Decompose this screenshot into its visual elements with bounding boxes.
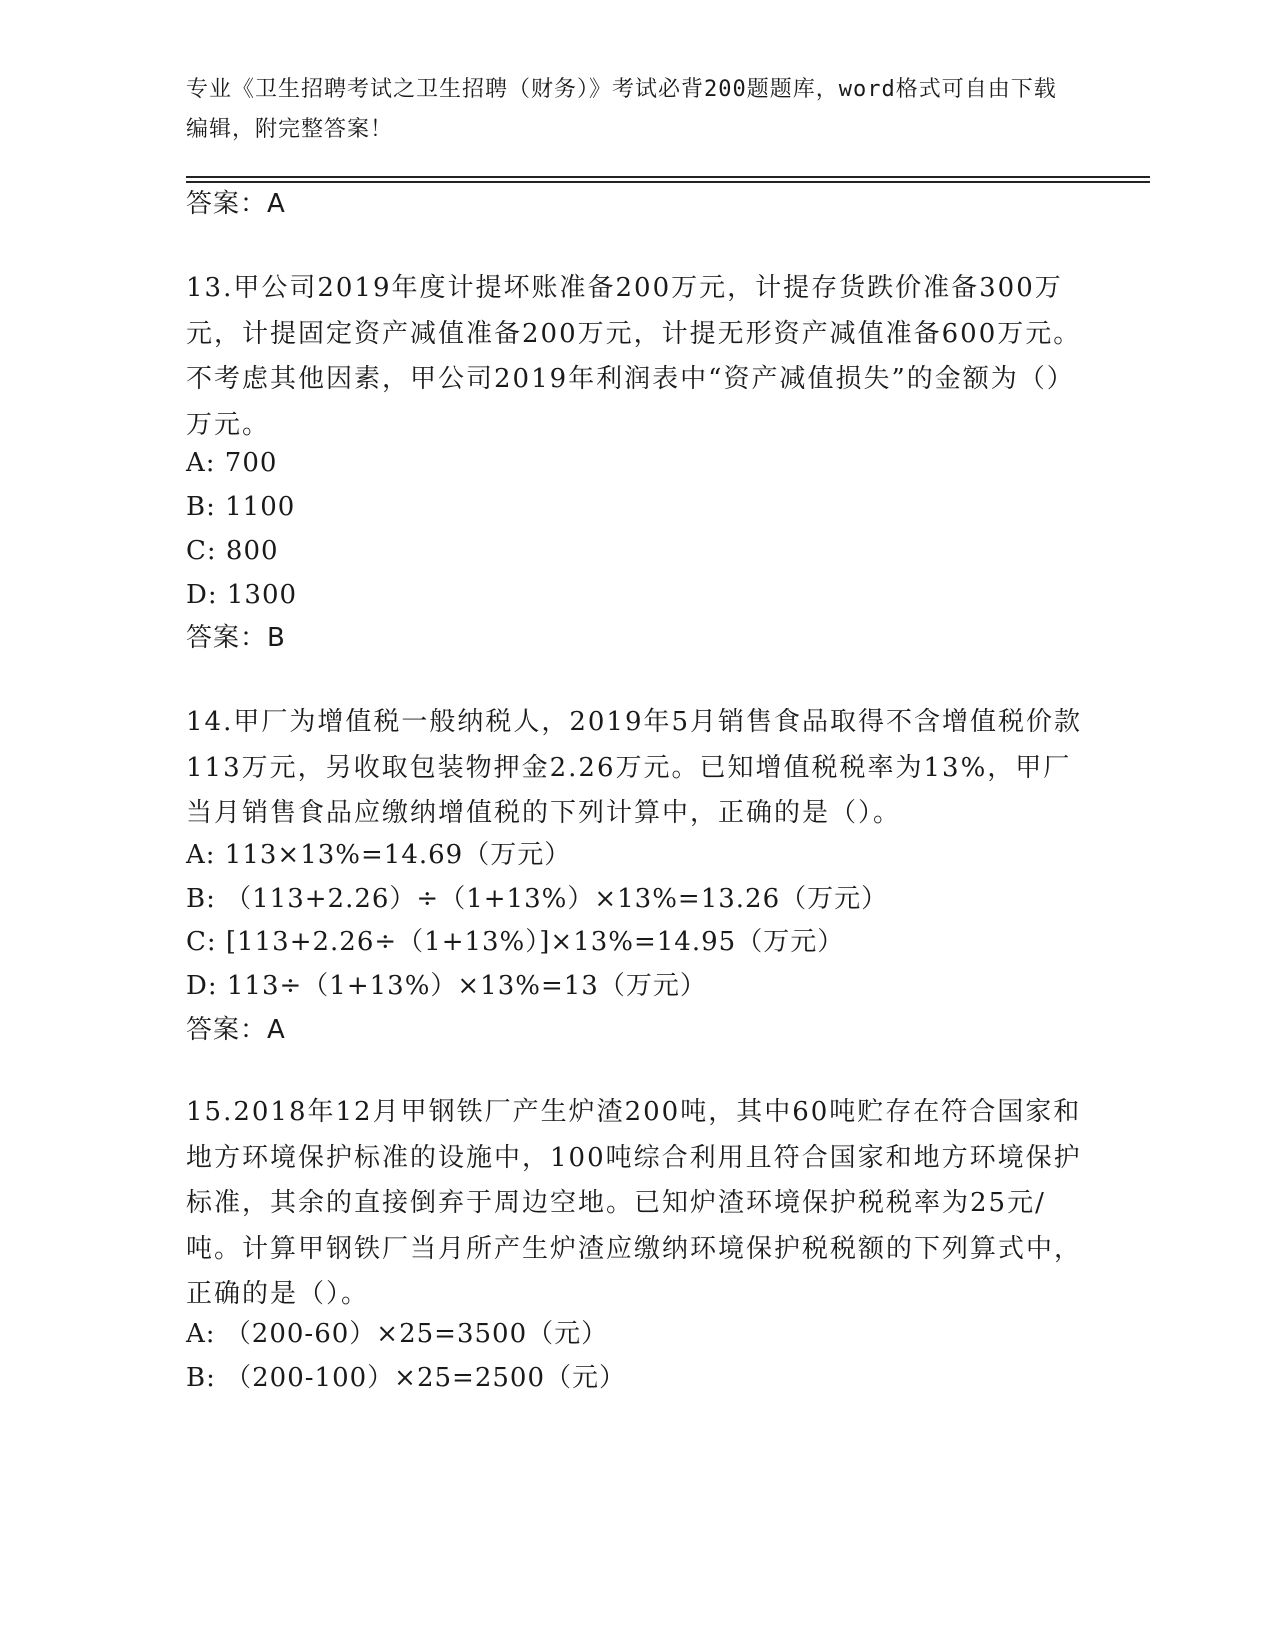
header-divider-top: [186, 176, 1150, 178]
question-14-option-a: A: 113×13%=14.69（万元）: [186, 840, 572, 870]
question-14-option-d: D: 113÷（1+13%）×13%=13（万元）: [186, 971, 707, 1001]
question-13-text: 13.甲公司2019年度计提坏账准备200万元，计提存货跌价准备300万元，计提固定资产减值准备200万元，计提无形资产减值准备600万元。不考虑其他因素，甲公司2019年利润表中“资产减值损失”的金额为（）万元。: [186, 273, 1082, 440]
question-13-option-a: A: 700: [186, 448, 278, 478]
question-14-answer: 答案：A: [186, 1015, 286, 1045]
question-13-answer: 答案：B: [186, 623, 286, 653]
question-15-option-b: B: （200-100）×25=2500（元）: [186, 1363, 626, 1393]
question-13-option-c: C: 800: [186, 536, 279, 566]
question-14-text: 14.甲厂为增值税一般纳税人，2019年5月销售食品取得不含增值税价款113万元，另收取包装物押金2.26万元。已知增值税税率为13%，甲厂当月销售食品应缴纳增值税的下列计算中，正确的是（）。: [186, 707, 1083, 828]
document-header: 专业《卫生招聘考试之卫生招聘（财务）》考试必背200题题库，word格式可自由下载编辑，附完整答案！: [186, 77, 1057, 142]
previous-answer: 答案：A: [186, 189, 286, 219]
question-13-option-d: D: 1300: [186, 580, 298, 610]
question-15-text: 15.2018年12月甲钢铁厂产生炉渣200吨，其中60吨贮存在符合国家和地方环境保护标准的设施中，100吨综合利用且符合国家和地方环境保护标准，其余的直接倒弃于周边空地。已知炉渣环境保护税税率为25元/吨。计算甲钢铁厂当月所产生炉渣应缴纳环境保护税税额的下列算式中，正确的是（）。: [186, 1097, 1083, 1309]
question-15-option-a: A: （200-60）×25=3500（元）: [186, 1319, 609, 1349]
question-13-option-b: B: 1100: [186, 492, 296, 522]
question-14-option-c: C: [113+2.26÷（1+13%）]×13%=14.95（万元）: [186, 927, 845, 957]
question-14-option-b: B: （113+2.26）÷（1+13%）×13%=13.26（万元）: [186, 884, 889, 914]
header-divider-bottom: [186, 181, 1150, 183]
